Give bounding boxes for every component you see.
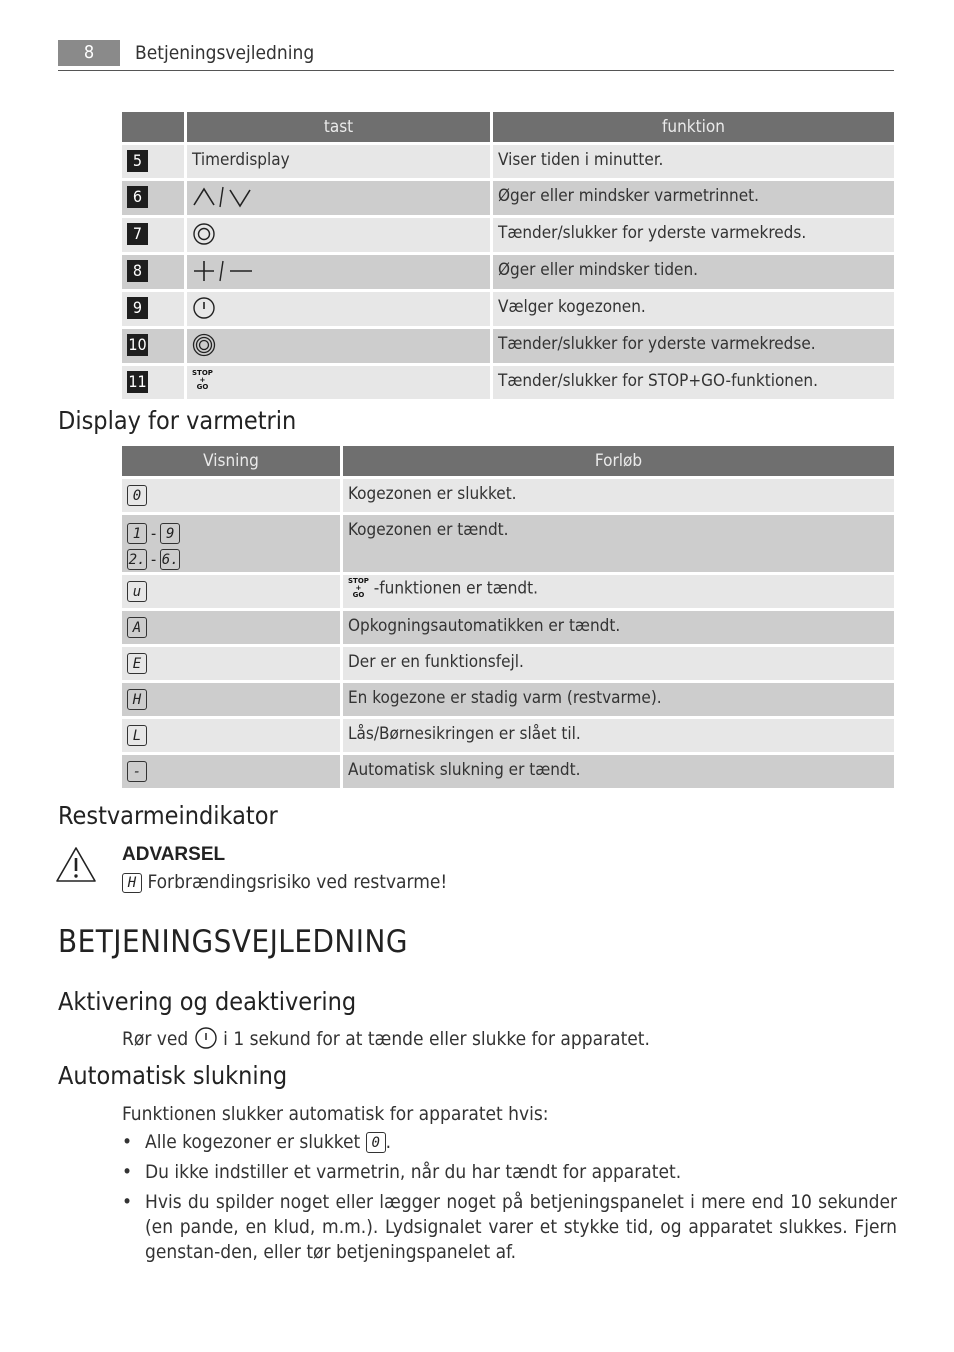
warning-triangle-icon: [56, 846, 98, 884]
warning-title: ADVARSEL: [122, 844, 226, 865]
table-row: [122, 755, 894, 788]
zone-select-icon: [190, 292, 220, 322]
list-item: • Du ikke indstiller et varmetrin, når du har tændt for apparatet.: [122, 1160, 897, 1185]
tast-cell: Timerdisplay: [187, 145, 490, 178]
display-symbol: u: [127, 581, 147, 602]
restvarme-heading: Restvarmeindikator: [58, 801, 278, 830]
display-symbol: 1: [127, 523, 147, 544]
keys-header-num: [122, 112, 184, 142]
range-dash: -: [151, 550, 157, 569]
display-symbol: 9: [160, 523, 180, 544]
table-row: [122, 719, 894, 752]
table-row: [122, 255, 894, 289]
display-symbol: 6.: [160, 549, 180, 570]
automatisk-intro: Funktionen slukker automatisk for apparatet hvis:: [122, 1103, 549, 1125]
range-dash: -: [151, 524, 157, 543]
keys-header-funktion: funktion: [493, 112, 894, 142]
automatisk-list: [122, 1130, 897, 1270]
list-item: [122, 1130, 897, 1155]
main-heading: BETJENINGSVEJLEDNING: [58, 924, 408, 960]
display-header-visning: Visning: [122, 446, 340, 476]
bullet-punctuation: .: [385, 1131, 392, 1153]
row-number-badge: 6: [127, 186, 148, 208]
funktion-cell: Tænder/slukker for yderste varmekreds.: [493, 218, 894, 252]
display-symbol: 2.: [127, 549, 147, 570]
table-row: [122, 218, 894, 252]
tast-cell: [187, 181, 490, 215]
warning-line: [122, 870, 447, 894]
funktion-cell: Vælger kogezonen.: [493, 292, 894, 326]
stop-go-icon: STOP + GO: [348, 577, 369, 599]
keys-table: [119, 109, 897, 402]
funktion-cell: Øger eller mindsker varmetrinnet.: [493, 181, 894, 215]
table-row: [122, 611, 894, 644]
row-number-badge: 8: [127, 260, 148, 282]
stop-go-icon: STOP + GO: [192, 369, 213, 391]
display-section-heading: Display for varmetrin: [58, 406, 297, 435]
funktion-cell: Tænder/slukker for yderste varmekredse.: [493, 329, 894, 363]
plus-minus-icon: [190, 255, 260, 285]
up-down-arrows-icon: [190, 181, 260, 211]
keys-header-tast: tast: [187, 112, 490, 142]
row-number-badge: 11: [128, 372, 147, 391]
table-row: [122, 479, 894, 512]
display-symbol: H: [122, 873, 142, 893]
display-symbol: 0: [366, 1132, 386, 1153]
table-row: [122, 683, 894, 716]
tast-cell: [187, 329, 490, 363]
forlob-cell: Kogezonen er slukket.: [343, 479, 894, 512]
page-number: 8: [58, 40, 120, 66]
funktion-cell: Viser tiden i minutter.: [493, 145, 894, 178]
row-number-badge: 5: [127, 150, 148, 172]
display-symbol: L: [127, 725, 147, 746]
table-row: [122, 366, 894, 399]
bullet-text: Alle kogezoner er slukket: [145, 1131, 361, 1153]
outer-ring-icon: [190, 218, 220, 248]
tast-cell: [187, 255, 490, 289]
forlob-cell: Kogezonen er tændt.: [343, 515, 894, 572]
aktivering-text: [122, 1026, 650, 1051]
tast-cell: [187, 366, 490, 399]
forlob-cell: En kogezone er stadig varm (restvarme).: [343, 683, 894, 716]
automatisk-heading: Automatisk slukning: [58, 1061, 288, 1090]
display-symbol: A: [127, 617, 147, 638]
display-symbol: H: [127, 689, 147, 710]
display-symbol: 0: [127, 485, 147, 506]
display-symbol: E: [127, 653, 147, 674]
table-row: [122, 515, 894, 572]
keys-table-header: [122, 112, 894, 142]
forlob-text: -funktionen er tændt.: [373, 578, 538, 599]
forlob-cell: Der er en funktionsfejl.: [343, 647, 894, 680]
warning-text: Forbrændingsrisiko ved restvarme!: [147, 871, 448, 893]
display-header-forlob: Forløb: [343, 446, 894, 476]
forlob-cell: Opkogningsautomatikken er tændt.: [343, 611, 894, 644]
power-icon: [194, 1026, 218, 1050]
aktivering-text-before: Rør ved: [122, 1028, 189, 1050]
forlob-cell: Automatisk slukning er tændt.: [343, 755, 894, 788]
display-table-header: [122, 446, 894, 476]
aktivering-heading: Aktivering og deaktivering: [58, 987, 357, 1016]
forlob-cell: [343, 575, 894, 608]
tast-cell: [187, 218, 490, 252]
table-row: [122, 292, 894, 326]
table-row: [122, 145, 894, 178]
header-rule: [58, 70, 894, 71]
table-row: [122, 647, 894, 680]
double-ring-icon: [190, 329, 220, 359]
table-row: [122, 329, 894, 363]
aktivering-text-after: i 1 sekund for at tænde eller slukke for apparatet.: [223, 1028, 650, 1050]
page-header-title: Betjeningsvejledning: [135, 42, 315, 64]
table-row: [122, 575, 894, 608]
row-number-badge: 10: [128, 335, 147, 354]
row-number-badge: 9: [127, 297, 148, 319]
table-row: [122, 181, 894, 215]
tast-cell: [187, 292, 490, 326]
funktion-cell: Øger eller mindsker tiden.: [493, 255, 894, 289]
forlob-cell: Lås/Børnesikringen er slået til.: [343, 719, 894, 752]
row-number-badge: 7: [127, 223, 148, 245]
display-symbol: -: [127, 761, 147, 782]
list-item: • Hvis du spilder noget eller lægger noget på betjeningspanelet i mere end 10 sekunder (en pande, en klud, m.m.). Lydsignalet varer et stykke tid, og apparatet slukkes. Fjern genstan-den, eller tør betjeningspanelet af.: [122, 1190, 897, 1265]
display-table: [119, 443, 897, 791]
funktion-cell: Tænder/slukker for STOP+GO-funktionen.: [493, 366, 894, 399]
